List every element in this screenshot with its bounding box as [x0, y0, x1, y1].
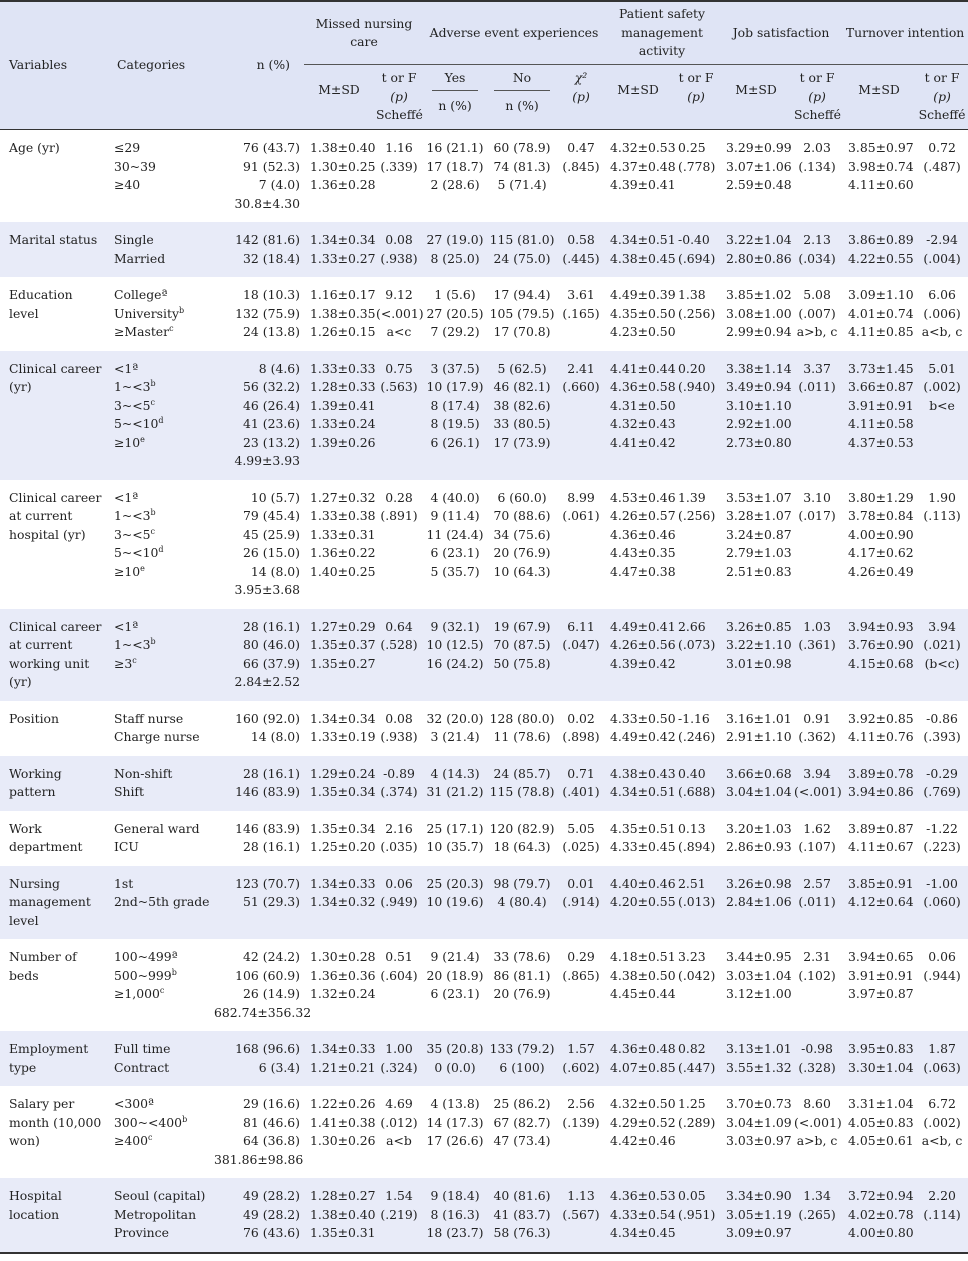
missed-msd-cell: 1.38±0.40 1.30±0.25 1.36±0.28: [310, 140, 376, 192]
safety-msd-cell: 4.32±0.53 4.37±0.48 4.39±0.41: [610, 140, 676, 192]
category-cell: <1ª $1\sim<3^b$ $3\sim<5^c$ $5\sim<10^d$ $\ge 10^e$: [114, 360, 164, 450]
chi-square-cell: 3.61 (.165): [562, 287, 600, 321]
safety-stat-cell: -0.40 (.694): [678, 232, 716, 266]
adverse-yes-cell: 9 (18.4) 8 (16.3) 18 (23.7): [426, 1188, 484, 1240]
turnover-stat-cell: -1.00 (.060): [923, 875, 961, 909]
turnover-msd-cell: 3.85±0.91 4.12±0.64: [848, 875, 914, 909]
safety-stat-cell: 0.13 (.894): [678, 820, 716, 854]
turnover-msd-cell: 3.95±0.83 3.30±1.04: [848, 1041, 914, 1075]
safety-stat-cell: 2.66 (.073): [678, 618, 716, 652]
category-cell: Staff nurse Charge nurse: [114, 710, 200, 744]
safety-msd-cell: 4.36±0.48 4.07±0.85: [610, 1041, 676, 1075]
variable-cell: Clinical career at current hospital (yr): [9, 489, 102, 542]
turnover-msd-cell: 3.86±0.89 4.22±0.55: [848, 232, 914, 266]
missed-msd-cell: 1.35±0.34 1.25±0.20: [310, 820, 376, 854]
table-row: [0, 939, 968, 1031]
missed-msd-cell: 1.28±0.27 1.38±0.40 1.35±0.31: [310, 1188, 376, 1240]
safety-stat-cell: 0.25 (.778): [678, 140, 716, 174]
job-stat-cell: 1.34 (.265): [798, 1188, 836, 1222]
n-pct-cell: 29 (16.6) 81 (46.6) 64 (36.8) 381.86±98.86: [214, 1096, 304, 1167]
missed-stat-cell: 0.75 (.563): [380, 360, 418, 394]
adverse-no-cell: 120 (82.9) 18 (64.3): [489, 820, 555, 854]
variable-cell: Employment type: [9, 1041, 89, 1075]
safety-stat-cell: 0.40 (.688): [678, 765, 716, 799]
header-t-or-f: t or F (p) Scheffé: [918, 70, 966, 122]
missed-stat-cell: 1.00 (.324): [380, 1041, 418, 1075]
chi-square-cell: 5.05 (.025): [562, 820, 600, 854]
safety-msd-cell: 4.34±0.51 4.38±0.45: [610, 232, 676, 266]
job-msd-cell: 3.34±0.90 3.05±1.19 3.09±0.97: [726, 1188, 792, 1240]
n-pct-cell: 76 (43.7) 91 (52.3) 7 (4.0) 30.8±4.30: [234, 140, 300, 211]
table-row: [0, 811, 968, 866]
category-cell: <1ª $1\sim<3^b$ $\ge 3^c$: [114, 618, 156, 671]
turnover-stat-cell: 6.72 (.002) a<b, c: [921, 1096, 963, 1148]
category-cell: <1ª $1\sim<3^b$ $3\sim<5^c$ $5\sim<10^d$ $\ge 10^e$: [114, 489, 164, 579]
turnover-msd-cell: 3.31±1.04 4.05±0.83 4.05±0.61: [848, 1096, 914, 1148]
table-row: [0, 701, 968, 756]
chi-square-cell: 0.01 (.914): [562, 875, 600, 909]
missed-msd-cell: 1.34±0.34 1.33±0.27: [310, 232, 376, 266]
variable-cell: Clinical career (yr): [9, 360, 102, 394]
missed-msd-cell: 1.34±0.33 1.34±0.32: [310, 875, 376, 909]
header-categories: Categories: [117, 57, 186, 73]
n-pct-cell: 8 (4.6) 56 (32.2) 46 (26.4) 41 (23.6) 23 (13.2) 4.99±3.93: [234, 360, 300, 468]
chi-square-cell: 2.41 (.660): [562, 360, 600, 394]
category-cell: 1st 2nd~5th grade: [114, 875, 210, 909]
safety-stat-cell: -1.16 (.246): [678, 710, 716, 744]
missed-stat-cell: 4.69 (.012) a<b: [380, 1096, 418, 1148]
adverse-yes-cell: 4 (13.8) 14 (17.3) 17 (26.6): [426, 1096, 484, 1148]
table-body: [0, 130, 968, 1253]
job-msd-cell: 3.38±1.14 3.49±0.94 3.10±1.10 2.92±1.00 2.73±0.80: [726, 360, 792, 450]
turnover-msd-cell: 3.73±1.45 3.66±0.87 3.91±0.91 4.11±0.58 4.37±0.53: [848, 360, 914, 450]
n-pct-cell: 42 (24.2) 106 (60.9) 26 (14.9) 682.74±356.32: [214, 949, 312, 1020]
variable-cell: Salary per month (10,000 won): [9, 1096, 102, 1148]
job-msd-cell: 3.85±1.02 3.08±1.00 2.99±0.94: [726, 287, 792, 339]
category-cell: Full time Contract: [114, 1041, 171, 1075]
category-cell: General ward ICU: [114, 820, 200, 854]
missed-msd-cell: 1.34±0.34 1.33±0.19: [310, 710, 376, 744]
adverse-no-cell: 25 (86.2) 67 (82.7) 47 (73.4): [493, 1096, 551, 1148]
adverse-no-cell: 40 (81.6) 41 (83.7) 58 (76.3): [493, 1188, 551, 1240]
adverse-no-cell: 128 (80.0) 11 (78.6): [489, 710, 555, 744]
variable-cell: Hospital location: [9, 1188, 62, 1222]
table-row: [0, 480, 968, 609]
header-t-or-f: t or F (p) Scheffé: [794, 70, 841, 122]
job-stat-cell: 1.03 (.361): [798, 618, 836, 652]
job-msd-cell: 3.66±0.68 3.04±1.04: [726, 765, 792, 799]
header-adverse-events: Adverse event experiences: [424, 1, 604, 65]
category-cell: 100~499ª $500\sim 999^b$ ≥1,000$^c$: [114, 949, 178, 1001]
category-cell: Collegeª University$^b$ ≥Master$^c$: [114, 287, 185, 339]
missed-msd-cell: 1.34±0.33 1.21±0.21: [310, 1041, 376, 1075]
missed-stat-cell: 0.08 (.938): [380, 232, 418, 266]
safety-stat-cell: 1.38 (.256): [678, 287, 716, 321]
header-n-pct: n (%): [256, 57, 290, 73]
safety-stat-cell: 0.05 (.951): [678, 1188, 716, 1222]
safety-msd-cell: 4.53±0.46 4.26±0.57 4.36±0.46 4.43±0.35 4.47±0.38: [610, 489, 676, 579]
chi-square-cell: 8.99 (.061): [562, 489, 600, 523]
table-row: [0, 866, 968, 940]
missed-stat-cell: 0.08 (.938): [380, 710, 418, 744]
adverse-no-cell: 6 (60.0) 70 (88.6) 34 (75.6) 20 (76.9) 10 (64.3): [493, 489, 551, 579]
n-pct-cell: 146 (83.9) 28 (16.1): [235, 820, 300, 854]
missed-stat-cell: -0.89 (.374): [380, 765, 418, 799]
job-stat-cell: 3.94 (<.001): [794, 765, 842, 799]
turnover-msd-cell: 3.85±0.97 3.98±0.74 4.11±0.60: [848, 140, 914, 192]
job-msd-cell: 3.44±0.95 3.03±1.04 3.12±1.00: [726, 949, 792, 1001]
turnover-stat-cell: 1.90 (.113): [923, 489, 961, 523]
safety-msd-cell: 4.49±0.39 4.35±0.50 4.23±0.50: [610, 287, 676, 339]
adverse-no-cell: 60 (78.9) 74 (81.3) 5 (71.4): [493, 140, 551, 192]
variable-cell: Education level: [9, 287, 73, 321]
variable-cell: Nursing management level: [9, 875, 91, 928]
missed-stat-cell: 9.12 (<.001) a<c: [376, 287, 424, 339]
table-row: [0, 277, 968, 351]
missed-stat-cell: 1.54 (.219): [380, 1188, 418, 1222]
chi-square-cell: 0.58 (.445): [562, 232, 600, 266]
adverse-yes-cell: 4 (40.0) 9 (11.4) 11 (24.4) 6 (23.1) 5 (35.7): [426, 489, 484, 579]
header-missed-care: Missed nursing care: [304, 1, 424, 65]
chi-square-cell: 0.02 (.898): [562, 710, 600, 744]
category-cell: Single Married: [114, 232, 166, 266]
job-stat-cell: 2.13 (.034): [798, 232, 836, 266]
adverse-yes-cell: 3 (37.5) 10 (17.9) 8 (17.4) 8 (19.5) 6 (26.1): [426, 360, 484, 450]
adverse-yes-cell: 35 (20.8) 0 (0.0): [426, 1041, 484, 1075]
job-stat-cell: 3.37 (.011): [798, 360, 836, 394]
header-job-satisfaction: Job satisfaction: [720, 1, 842, 65]
turnover-stat-cell: 2.20 (.114): [923, 1188, 961, 1222]
table-row: [0, 1031, 968, 1086]
job-msd-cell: 3.26±0.98 2.84±1.06: [726, 875, 792, 909]
turnover-msd-cell: 3.89±0.78 3.94±0.86: [848, 765, 914, 799]
turnover-stat-cell: 3.94 (.021) (b<c): [923, 618, 961, 671]
chi-square-cell: 6.11 (.047): [562, 618, 600, 652]
variable-cell: Working pattern: [9, 765, 62, 799]
table-row: [0, 222, 968, 277]
chi-square-cell: 2.56 (.139): [562, 1096, 600, 1130]
safety-stat-cell: 1.39 (.256): [678, 489, 716, 523]
n-pct-cell: 10 (5.7) 79 (45.4) 45 (25.9) 26 (15.0) 14 (8.0) 3.95±3.68: [234, 489, 300, 597]
table-row: [0, 609, 968, 701]
turnover-msd-cell: 3.89±0.87 4.11±0.67: [848, 820, 914, 854]
job-stat-cell: 2.03 (.134): [798, 140, 836, 174]
turnover-stat-cell: -1.22 (.223): [923, 820, 961, 854]
turnover-stat-cell: -0.29 (.769): [923, 765, 961, 799]
safety-stat-cell: 3.23 (.042): [678, 949, 716, 983]
header-t-or-f: t or F (p): [678, 70, 714, 104]
missed-stat-cell: 0.06 (.949): [380, 875, 418, 909]
safety-msd-cell: 4.49±0.41 4.26±0.56 4.39±0.42: [610, 618, 676, 671]
chi-square-cell: 0.47 (.845): [562, 140, 600, 174]
safety-msd-cell: 4.18±0.51 4.38±0.50 4.45±0.44: [610, 949, 676, 1001]
safety-msd-cell: 4.40±0.46 4.20±0.55: [610, 875, 676, 909]
job-stat-cell: 2.57 (.011): [798, 875, 836, 909]
n-pct-cell: 28 (16.1) 146 (83.9): [235, 765, 300, 799]
missed-stat-cell: 0.51 (.604): [380, 949, 418, 983]
adverse-no-cell: 19 (67.9) 70 (87.5) 50 (75.8): [493, 618, 551, 671]
missed-msd-cell: 1.27±0.32 1.33±0.38 1.33±0.31 1.36±0.22 1.40±0.25: [310, 489, 376, 579]
adverse-yes-cell: 25 (20.3) 10 (19.6): [426, 875, 484, 909]
adverse-yes-cell: 16 (21.1) 17 (18.7) 2 (28.6): [426, 140, 484, 192]
variable-cell: Position: [9, 710, 59, 726]
table-row: [0, 351, 968, 480]
chi-square-cell: 1.57 (.602): [562, 1041, 600, 1075]
job-stat-cell: -0.98 (.328): [798, 1041, 836, 1075]
job-msd-cell: 3.26±0.85 3.22±1.10 3.01±0.98: [726, 618, 792, 671]
category-cell: ≤29 30~39 ≥40: [114, 140, 156, 192]
missed-stat-cell: 0.64 (.528): [380, 618, 418, 652]
turnover-msd-cell: 3.94±0.65 3.91±0.91 3.97±0.87: [848, 949, 914, 1001]
n-pct-cell: 160 (92.0) 14 (8.0): [235, 710, 300, 744]
turnover-msd-cell: 3.09±1.10 4.01±0.74 4.11±0.85: [848, 287, 914, 339]
job-stat-cell: 8.60 (<.001) a>b, c: [794, 1096, 842, 1148]
turnover-stat-cell: 1.87 (.063): [923, 1041, 961, 1075]
table-row: [0, 1178, 968, 1253]
n-pct-cell: 18 (10.3) 132 (75.9) 24 (13.8): [235, 287, 300, 339]
header-yes: Yes n (%): [424, 65, 486, 130]
variable-cell: Clinical career at current working unit (yr): [9, 618, 102, 689]
table-row: [0, 756, 968, 811]
header-variables: Variables: [9, 57, 68, 73]
missed-msd-cell: 1.30±0.28 1.36±0.36 1.32±0.24: [310, 949, 376, 1001]
missed-stat-cell: 0.28 (.891): [380, 489, 418, 523]
adverse-no-cell: 133 (79.2) 6 (100): [489, 1041, 555, 1075]
chi-square-cell: 0.71 (.401): [562, 765, 600, 799]
missed-msd-cell: 1.27±0.29 1.35±0.37 1.35±0.27: [310, 618, 376, 671]
adverse-no-cell: 33 (78.6) 86 (81.1) 20 (76.9): [493, 949, 551, 1001]
n-pct-cell: 123 (70.7) 51 (29.3): [235, 875, 300, 909]
job-stat-cell: 2.31 (.102): [798, 949, 836, 983]
variable-cell: Work department: [9, 820, 83, 854]
header-msd: M±SD: [735, 82, 777, 97]
variable-cell: Number of beds: [9, 949, 77, 983]
header-t-or-f: t or F (p) Scheffé: [376, 70, 423, 122]
category-cell: <300ª $300\sim<400^b$ $\ge 400^c$: [114, 1096, 188, 1148]
turnover-stat-cell: 0.72 (.487): [923, 140, 961, 174]
category-cell: Seoul (capital) Metropolitan Province: [114, 1188, 206, 1240]
adverse-yes-cell: 4 (14.3) 31 (21.2): [426, 765, 484, 799]
job-msd-cell: 3.22±1.04 2.80±0.86: [726, 232, 792, 266]
table-row: [0, 130, 968, 223]
turnover-stat-cell: 0.06 (.944): [923, 949, 961, 983]
safety-msd-cell: 4.35±0.51 4.33±0.45: [610, 820, 676, 854]
safety-msd-cell: 4.36±0.53 4.33±0.54 4.34±0.45: [610, 1188, 676, 1240]
variable-cell: Marital status: [9, 232, 98, 247]
adverse-no-cell: 24 (85.7) 115 (78.8): [489, 765, 555, 799]
header-turnover-intention: Turnover intention: [842, 1, 968, 65]
adverse-yes-cell: 27 (19.0) 8 (25.0): [426, 232, 484, 266]
job-stat-cell: 3.10 (.017): [798, 489, 836, 523]
header-msd: M±SD: [858, 82, 900, 97]
turnover-msd-cell: 3.80±1.29 3.78±0.84 4.00±0.90 4.17±0.62 4.26±0.49: [848, 489, 914, 579]
adverse-no-cell: 5 (62.5) 46 (82.1) 38 (82.6) 33 (80.5) 17 (73.9): [493, 360, 551, 450]
job-msd-cell: 3.13±1.01 3.55±1.32: [726, 1041, 792, 1075]
safety-stat-cell: 0.82 (.447): [678, 1041, 716, 1075]
adverse-yes-cell: 1 (5.6) 27 (20.5) 7 (29.2): [426, 287, 484, 339]
turnover-msd-cell: 3.94±0.93 3.76±0.90 4.15±0.68: [848, 618, 914, 671]
job-msd-cell: 3.16±1.01 2.91±1.10: [726, 710, 792, 744]
header-no: No n (%): [486, 65, 558, 130]
safety-stat-cell: 0.20 (.940): [678, 360, 716, 394]
n-pct-cell: 142 (81.6) 32 (18.4): [235, 232, 300, 266]
header-safety-activity: Patient safety management activity: [604, 1, 720, 65]
variable-cell: Age (yr): [9, 140, 60, 155]
job-stat-cell: 0.91 (.362): [798, 710, 836, 744]
missed-msd-cell: 1.29±0.24 1.35±0.34: [310, 765, 376, 799]
job-stat-cell: 5.08 (.007) a>b, c: [796, 287, 838, 339]
job-msd-cell: 3.20±1.03 2.86±0.93: [726, 820, 792, 854]
adverse-yes-cell: 9 (21.4) 20 (18.9) 6 (23.1): [426, 949, 484, 1001]
job-msd-cell: 3.29±0.99 3.07±1.06 2.59±0.48: [726, 140, 792, 192]
safety-msd-cell: 4.32±0.50 4.29±0.52 4.42±0.46: [610, 1096, 676, 1148]
adverse-no-cell: 17 (94.4) 105 (79.5) 17 (70.8): [489, 287, 555, 339]
safety-stat-cell: 2.51 (.013): [678, 875, 716, 909]
n-pct-cell: 49 (28.2) 49 (28.2) 76 (43.6): [243, 1188, 300, 1240]
safety-stat-cell: 1.25 (.289): [678, 1096, 716, 1130]
missed-stat-cell: 2.16 (.035): [380, 820, 418, 854]
safety-msd-cell: 4.33±0.50 4.49±0.42: [610, 710, 676, 744]
chi-square-cell: 1.13 (.567): [562, 1188, 600, 1222]
job-msd-cell: 3.53±1.07 3.28±1.07 3.24±0.87 2.79±1.03 2.51±0.83: [726, 489, 792, 579]
turnover-stat-cell: 5.01 (.002) b<e: [923, 360, 961, 413]
turnover-stat-cell: -2.94 (.004): [923, 232, 961, 266]
turnover-stat-cell: -0.86 (.393): [923, 710, 961, 744]
n-pct-cell: 168 (96.6) 6 (3.4): [235, 1041, 300, 1075]
missed-msd-cell: 1.22±0.26 1.41±0.38 1.30±0.26: [310, 1096, 376, 1148]
missed-msd-cell: 1.16±0.17 1.38±0.35 1.26±0.15: [310, 287, 376, 339]
adverse-yes-cell: 25 (17.1) 10 (35.7): [426, 820, 484, 854]
adverse-yes-cell: 32 (20.0) 3 (21.4): [426, 710, 484, 744]
missed-msd-cell: 1.33±0.33 1.28±0.33 1.39±0.41 1.33±0.24 1.39±0.26: [310, 360, 376, 450]
adverse-no-cell: 98 (79.7) 4 (80.4): [493, 875, 551, 909]
n-pct-cell: 28 (16.1) 80 (46.0) 66 (37.9) 2.84±2.52: [234, 618, 300, 689]
header-chi-square: χ² (p): [572, 70, 590, 104]
header-msd: M±SD: [617, 82, 659, 97]
turnover-stat-cell: 6.06 (.006) a<b, c: [921, 287, 963, 339]
job-msd-cell: 3.70±0.73 3.04±1.09 3.03±0.97: [726, 1096, 792, 1148]
safety-msd-cell: 4.41±0.44 4.36±0.58 4.31±0.50 4.32±0.43 4.41±0.42: [610, 360, 676, 450]
turnover-msd-cell: 3.92±0.85 4.11±0.76: [848, 710, 914, 744]
adverse-no-cell: 115 (81.0) 24 (75.0): [489, 232, 555, 266]
chi-square-cell: 0.29 (.865): [562, 949, 600, 983]
header-msd: M±SD: [318, 82, 360, 97]
category-cell: Non-shift Shift: [114, 765, 173, 799]
adverse-yes-cell: 9 (32.1) 10 (12.5) 16 (24.2): [426, 618, 484, 671]
turnover-msd-cell: 3.72±0.94 4.02±0.78 4.00±0.80: [848, 1188, 914, 1240]
missed-stat-cell: 1.16 (.339): [380, 140, 418, 174]
safety-msd-cell: 4.38±0.43 4.34±0.51: [610, 765, 676, 799]
job-stat-cell: 1.62 (.107): [798, 820, 836, 854]
table-row: [0, 1086, 968, 1178]
